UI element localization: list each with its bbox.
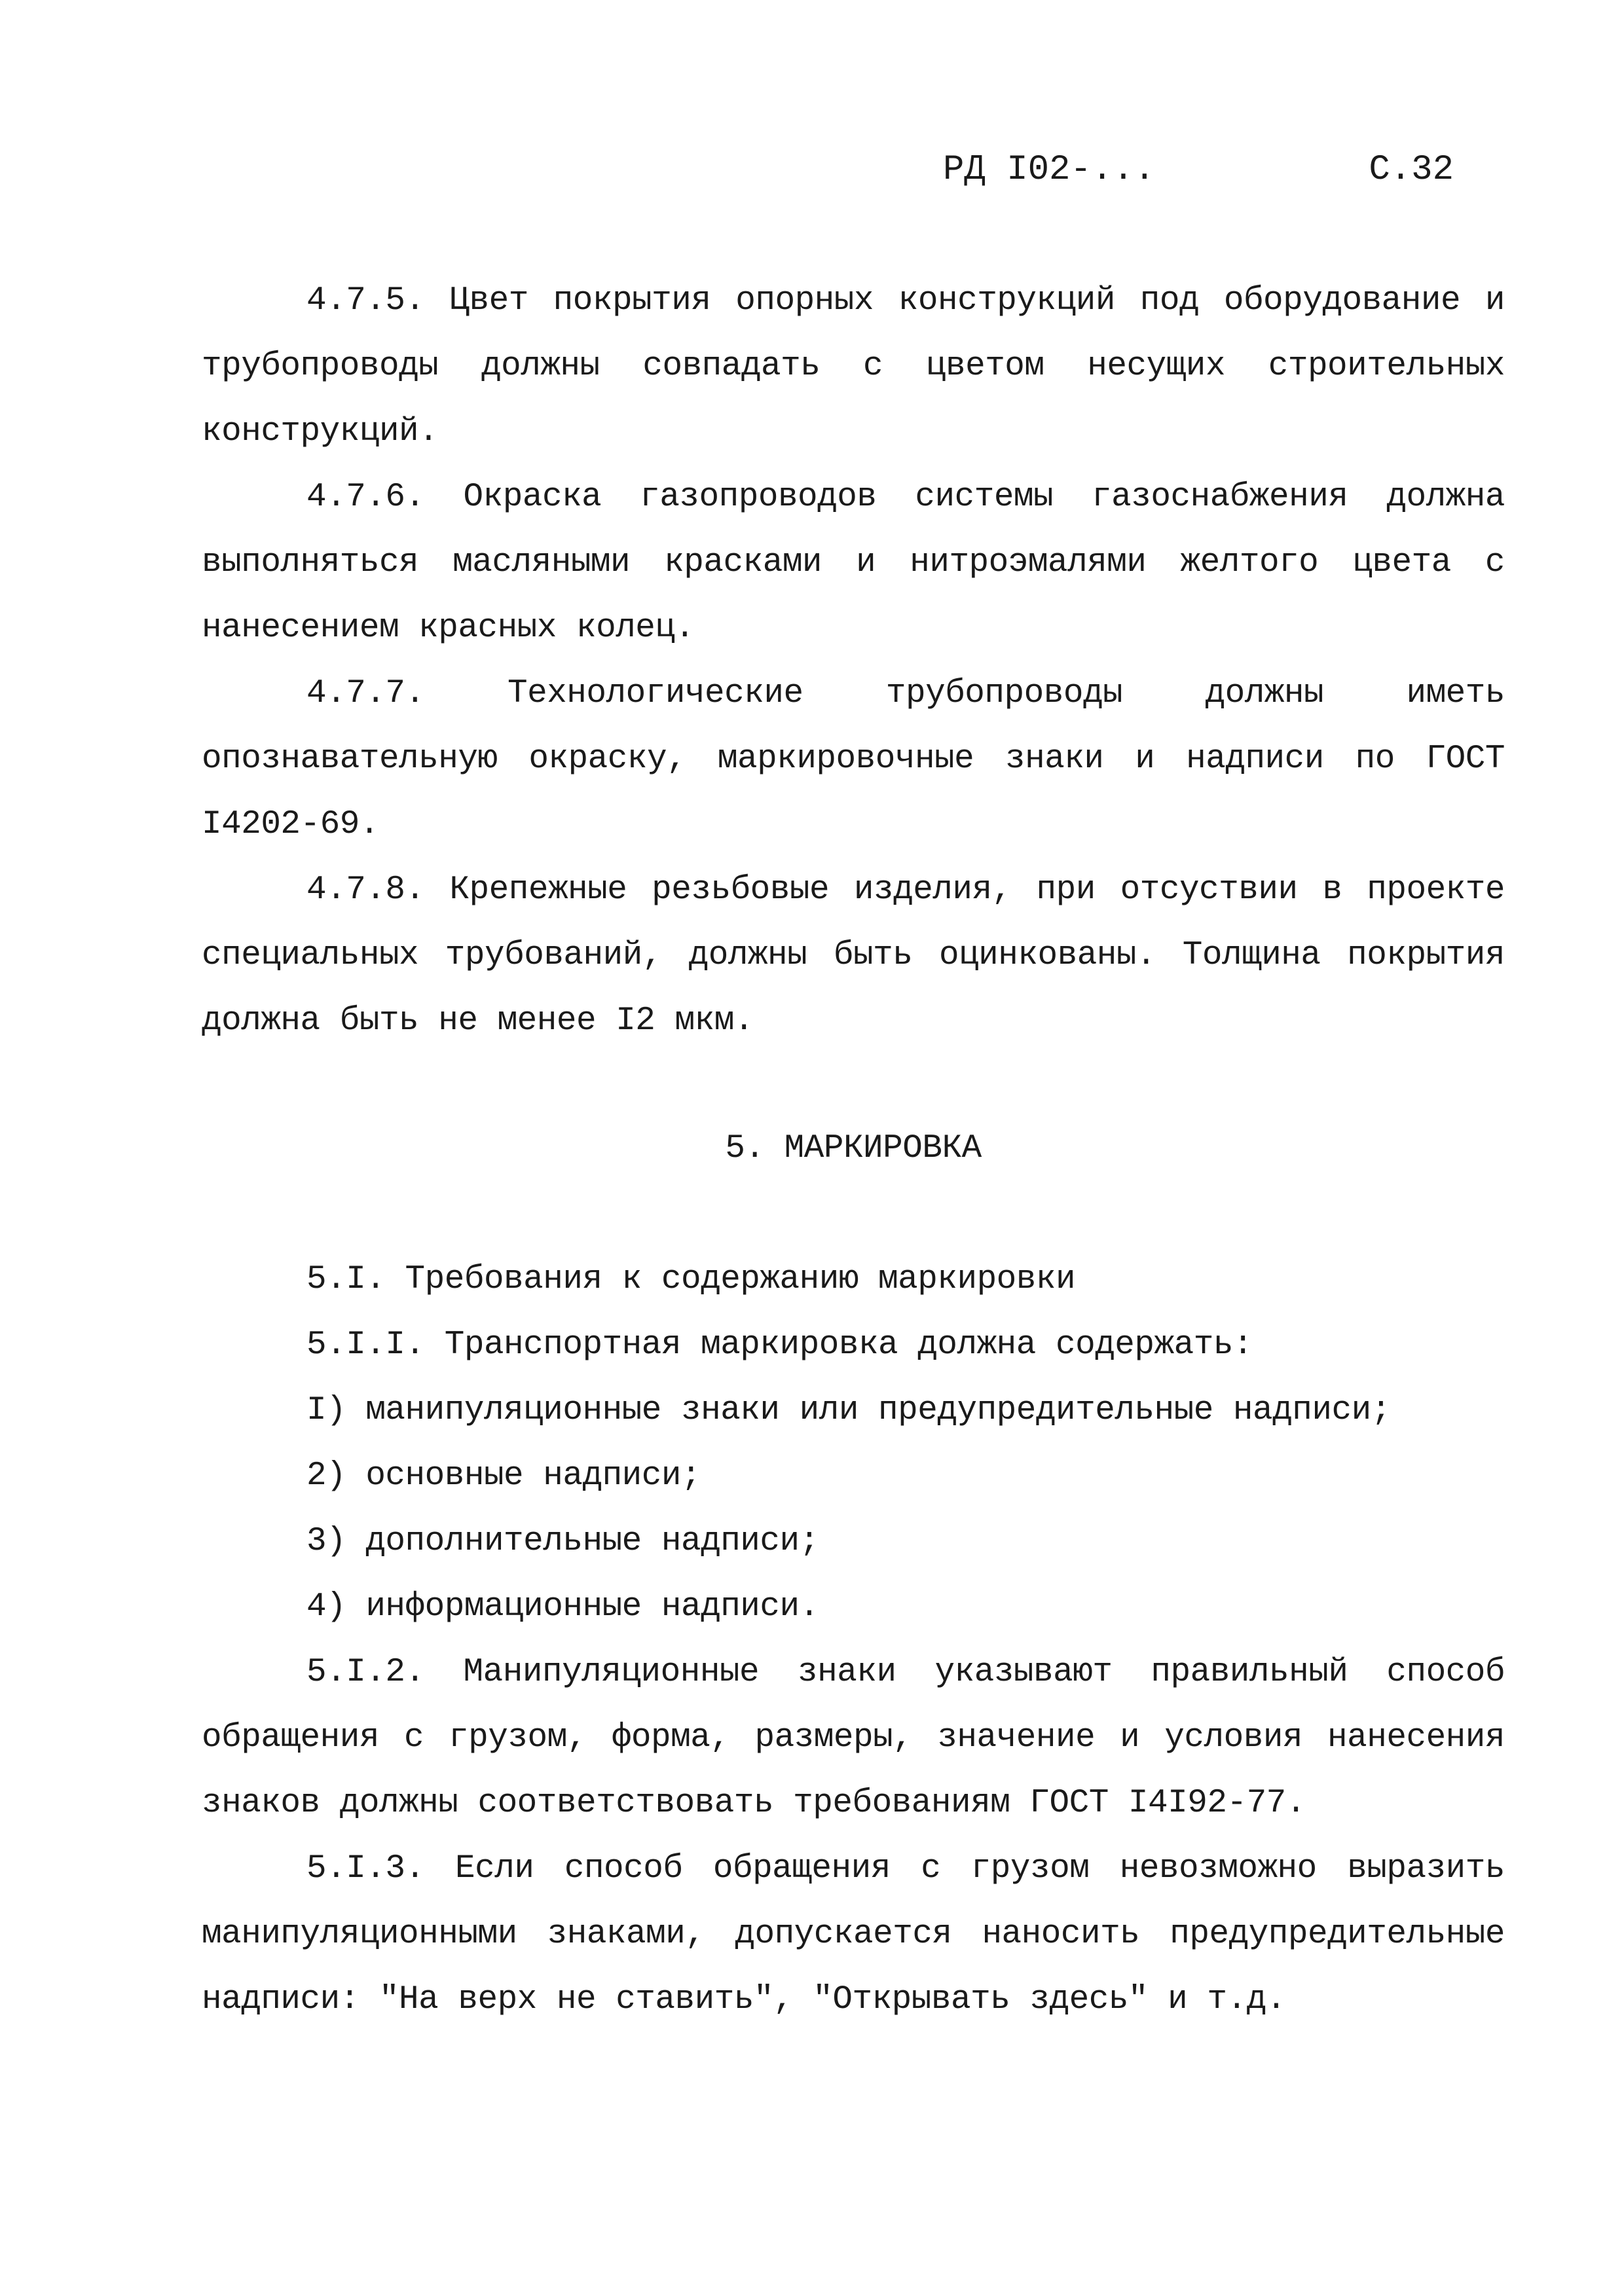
paragraph-4-7-6: 4.7.6. Окраска газопроводов системы газоснабжения должна выполняться масляными красками и нитроэмалями желтого цвета с нанесением красных колец. [202,479,1505,647]
subsection-title: 5.I. Требования к содержанию маркировки [306,1261,1076,1298]
paragraph-5-1-2: 5.I.2. Манипуляционные знаки указывают правильный способ обращения с грузом, форма, размеры, значение и условия нанесения знаков должны соответствовать требованиям ГОСТ I4I92-77. [202,1654,1505,1822]
page-number: С.32 [1369,150,1454,190]
page-header [943,141,1454,200]
paragraph-5-1-1: 5.I.I. Транспортная маркировка должна содержать: [306,1326,1253,1364]
list-item: I) манипуляционные знаки или предупредительные надписи; [306,1392,1391,1429]
section-title: 5. МАРКИРОВКА [725,1130,982,1167]
document-body [202,268,1505,2033]
list-item: 4) информационные надписи. [306,1588,819,1626]
list-item: 2) основные надписи; [306,1457,701,1495]
paragraph-5-1-3: 5.I.3. Если способ обращения с грузом невозможно выразить манипуляционными знаками, допускается наносить предупредительные надписи: "На верх не ставить", "Открывать здесь" и т.д. [202,1850,1505,2018]
paragraph-4-7-5: 4.7.5. Цвет покрытия опорных конструкций под оборудование и трубопроводы должны совпадать с цветом несущих строительных конструкций. [202,282,1505,450]
list-item: 3) дополнительные надписи; [306,1523,819,1560]
paragraph-4-7-8: 4.7.8. Крепежные резьбовые изделия, при отсуствии в проекте специальных трубований, должны быть оцинкованы. Толщина покрытия должна быть не менее I2 мкм. [202,871,1505,1040]
document-code: РД I02-... [943,150,1156,190]
paragraph-4-7-7: 4.7.7. Технологические трубопроводы должны иметь опознавательную окраску, маркировочные знаки и надписи по ГОСТ I4202-69. [202,675,1505,843]
